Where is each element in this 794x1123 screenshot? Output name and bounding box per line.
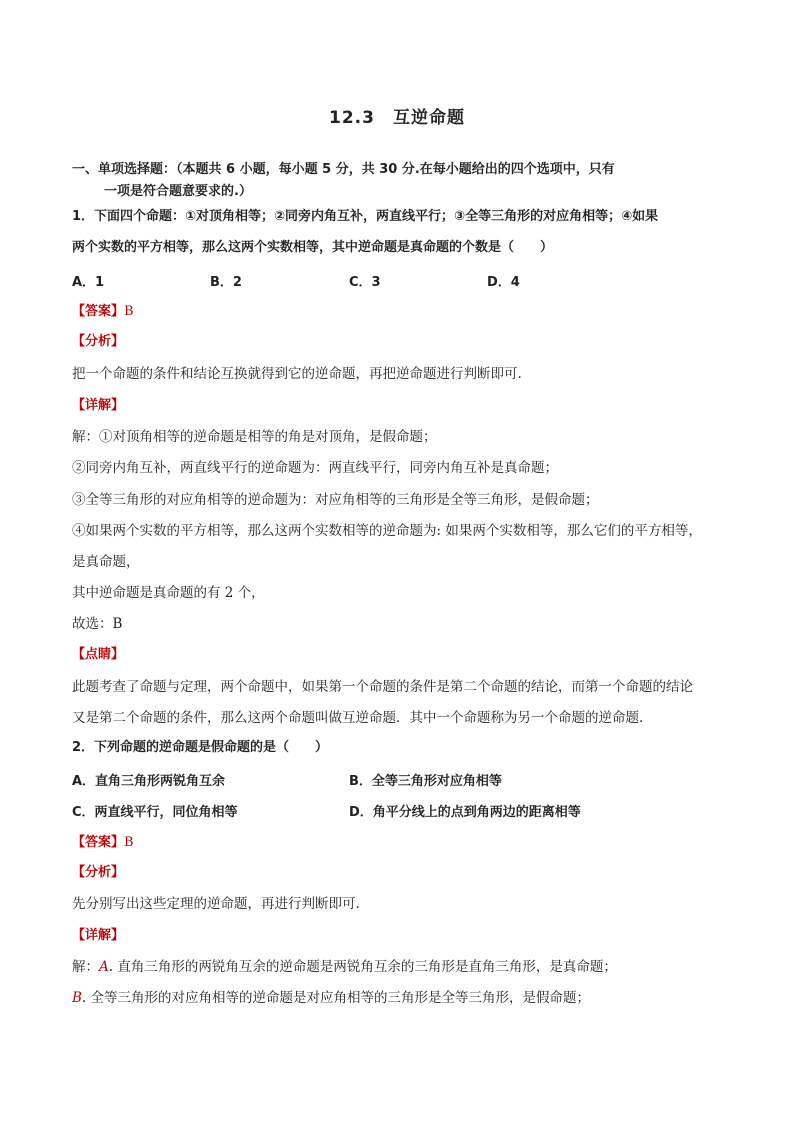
q2-answer-row — [72, 832, 134, 853]
q2-detail-b — [72, 988, 590, 1008]
analysis-tag: 【分析】 — [72, 865, 125, 880]
comment-line: 又是第二个命题的条件，那么这两个命题叫做互逆命题．其中一个命题称为另一个命题的逆命题. — [72, 710, 644, 726]
comment-line: 此题考查了命题与定理，两个命题中，如果第一个命题的条件是第二个命题的结论，而第一个命题的结论 — [72, 679, 693, 695]
page-title: 12.3 互逆命题 — [329, 108, 465, 128]
q1-stem-line-1: 1．下面四个命题：①对顶角相等；②同旁内角互补，两直线平行；③全等三角形的对应角相等；④如果 — [72, 209, 659, 224]
analysis-text: 先分别写出这些定理的逆命题，再进行判断即可. — [72, 896, 360, 912]
detail-tag: 【详解】 — [72, 928, 125, 943]
detail-line: 故选：B — [72, 616, 123, 632]
detail-line: ④如果两个实数的平方相等，那么这两个实数相等的逆命题为: 如果两个实数相等，那么它们的平方相等， — [72, 523, 702, 539]
section-heading-line-2: 一项是符合题意要求的.） — [104, 184, 252, 199]
q2-stem: 2．下列命题的逆命题是假命题的是（ ） — [72, 740, 329, 755]
detail-line: 解：①对顶角相等的逆命题是相等的角是对顶角，是假命题； — [72, 429, 437, 445]
detail-line: ②同旁内角互补，两直线平行的逆命题为：两直线平行，同旁内角互补是真命题； — [72, 460, 558, 476]
answer-value: B — [124, 304, 134, 319]
analysis-text: 把一个命题的条件和结论互换就得到它的逆命题，再把逆命题进行判断即可. — [72, 366, 522, 382]
detail-line: 其中逆命题是真命题的有 2 个， — [72, 585, 265, 601]
answer-value: B — [124, 835, 134, 850]
q2-option-a: A．直角三角形两锐角互余 — [72, 774, 226, 789]
detail-text: . 全等三角形的对应角相等的逆命题是对应角相等的三角形是全等三角形，是假命题； — [81, 990, 591, 1006]
q2-detail-a — [72, 957, 617, 977]
q1-stem-line-2: 两个实数的平方相等，那么这两个实数相等，其中逆命题是真命题的个数是（ ） — [72, 240, 554, 255]
detail-line: ③全等三角形的对应角相等的逆命题为：对应角相等的三角形是全等三角形，是假命题； — [72, 492, 599, 508]
q2-option-b: B．全等三角形对应角相等 — [349, 774, 502, 789]
q1-answer-row — [72, 301, 134, 322]
answer-tag: 【答案】 — [72, 304, 125, 319]
section-heading-line-1: 一、单项选择题：（本题共 6 小题，每小题 5 分，共 30 分.在每小题给出的四个选项中，只有 — [72, 162, 615, 177]
detail-line: 是真命题， — [72, 554, 140, 570]
answer-tag: 【答案】 — [72, 835, 125, 850]
q1-option-b: B．2 — [210, 275, 242, 290]
q1-option-c: C．3 — [349, 275, 381, 290]
detail-letter: B — [72, 990, 82, 1006]
q2-option-d: D．角平分线上的点到角两边的距离相等 — [349, 805, 581, 820]
q2-option-c: C．两直线平行，同位角相等 — [72, 805, 238, 820]
comment-tag: 【点睛】 — [72, 647, 125, 662]
detail-prefix: 解： — [72, 959, 99, 975]
detail-tag: 【详解】 — [72, 398, 125, 413]
q1-option-d: D．4 — [487, 275, 520, 290]
detail-text: . 直角三角形的两锐角互余的逆命题是两锐角互余的三角形是直角三角形，是真命题； — [108, 959, 617, 975]
analysis-tag: 【分析】 — [72, 334, 125, 349]
detail-letter: A — [99, 959, 109, 975]
q1-option-a: A．1 — [72, 275, 105, 290]
